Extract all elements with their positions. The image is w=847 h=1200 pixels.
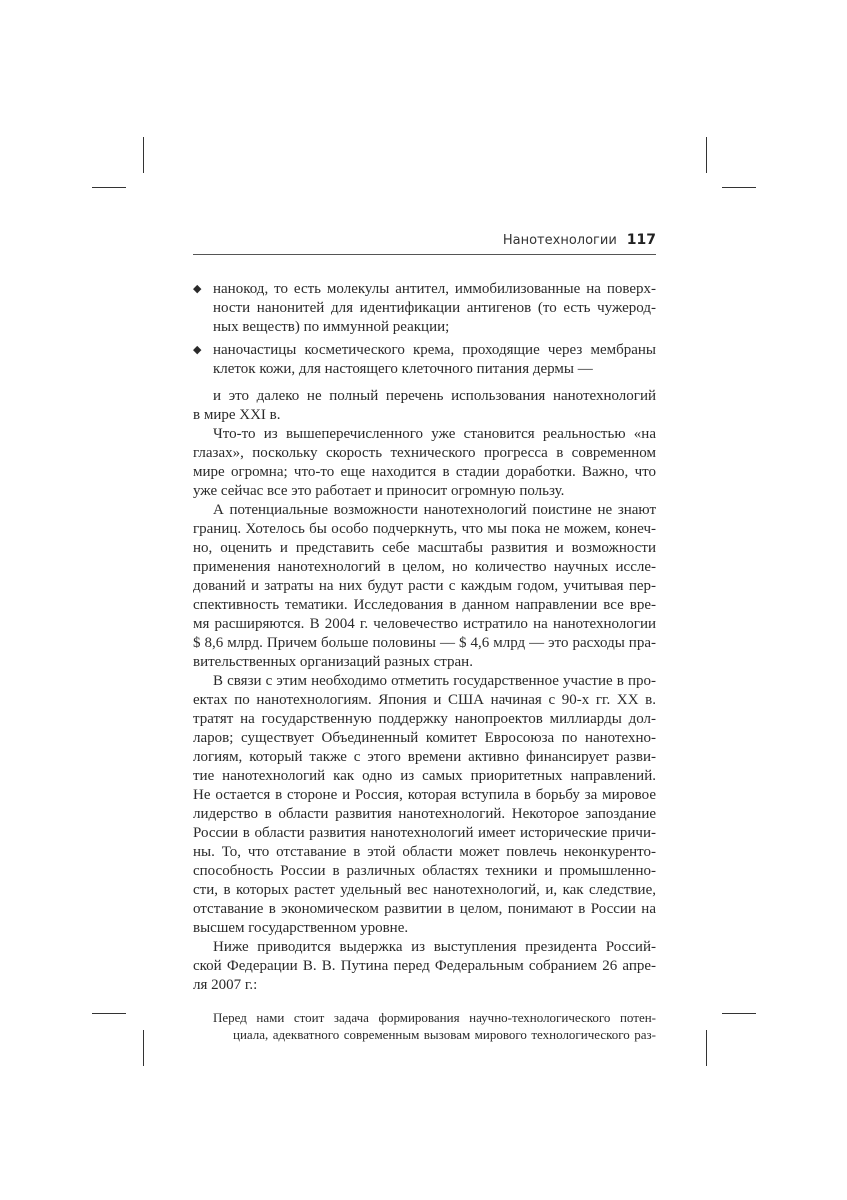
- text-line: тие нанотехнологий как одно из самых приоритетных направлений.: [193, 768, 656, 784]
- text-line: применения нанотехнологий в целом, но количество научных иссле-: [193, 559, 656, 575]
- text-line: Ниже приводится выдержка из выступления президента Россий-: [213, 939, 656, 955]
- running-header-title: Нанотехнологии: [502, 233, 617, 248]
- list-item: [193, 341, 656, 379]
- crop-mark: [92, 187, 126, 188]
- crop-mark: [92, 1013, 126, 1014]
- text-line: сти, в которых растет удельный вес нанотехнологий, и, как следствие,: [193, 882, 656, 898]
- text-line: спективность тематики. Исследования в данном направлении все вре-: [193, 597, 656, 613]
- text-line: мя расширяются. В 2004 г. человечество истратило на нанотехнологии: [193, 616, 656, 632]
- text-line: ны. То, что отставание в этой области может повлечь неконкуренто-: [193, 844, 656, 860]
- text-line: отставание в экономическом развитии в целом, понимают в России на: [193, 901, 656, 917]
- list-item: [193, 280, 656, 337]
- text-line: способность России в различных областях техники и промышленно-: [193, 863, 656, 879]
- paragraph: [193, 425, 656, 501]
- paragraphs: [193, 387, 656, 995]
- text-line: ларов; существует Объединенный комитет Евросоюза по нанотехно-: [193, 730, 656, 746]
- text-line: нанокод, то есть молекулы антител, иммобилизованные на поверх-: [213, 281, 656, 297]
- quote-line: Перед нами стоит задача формирования научно-технологического потен-: [213, 1010, 656, 1025]
- block-quote: [193, 1009, 656, 1043]
- text-line: логиям, который также с этого времени активно финансирует разви-: [193, 749, 656, 765]
- paragraph: [193, 387, 656, 425]
- text-line: дований и затраты на них будут расти с каждым годом, учитывая пер-: [193, 578, 656, 594]
- running-header: [193, 232, 656, 255]
- diamond-bullet-icon: ◆: [193, 344, 202, 356]
- text-line: границ. Хотелось бы особо подчеркнуть, что мы пока не можем, конеч-: [193, 521, 656, 537]
- crop-mark: [706, 137, 707, 173]
- text-line: высшем государственном уровне.: [193, 920, 409, 936]
- text-line: глазах», поскольку скорость технического прогресса в современном: [193, 445, 656, 461]
- paragraph: [193, 672, 656, 938]
- bullet-list: [193, 280, 656, 379]
- text-line: ности нанонитей для идентификации антигенов (то есть чужерод-: [213, 300, 656, 316]
- crop-mark: [143, 1030, 144, 1066]
- text-line: в мире XXI в.: [193, 407, 281, 423]
- text-line: но, оценить и представить себе масштабы развития и возможности: [193, 540, 656, 556]
- text-line: тратят на государственную поддержку нанопроектов миллиарды дол-: [193, 711, 656, 727]
- text-line: А потенциальные возможности нанотехнологий поистине не знают: [213, 502, 656, 518]
- text-line: России в области развития нанотехнологий имеет исторические причи-: [193, 825, 656, 841]
- text-line: $ 8,6 млрд. Причем больше половины — $ 4,6 млрд — это расходы пра-: [193, 635, 656, 651]
- text-line: и это далеко не полный перечень использования нанотехнологий: [213, 388, 656, 404]
- text-line: ля 2007 г.:: [193, 977, 258, 993]
- text-line: В связи с этим необходимо отметить государственное участие в про-: [213, 673, 656, 689]
- paragraph: [193, 938, 656, 995]
- text-line: ской Федерации В. В. Путина перед Федеральным собранием 26 апре-: [193, 958, 656, 974]
- text-line: наночастицы косметического крема, проходящие через мембраны: [213, 342, 656, 358]
- text-line: ных веществ) по иммунной реакции;: [213, 319, 450, 335]
- crop-mark: [722, 1013, 756, 1014]
- text-line: вительственных организаций разных стран.: [193, 654, 473, 670]
- crop-mark: [722, 187, 756, 188]
- text-line: уже сейчас все это работает и приносит огромную пользу.: [193, 483, 565, 499]
- page-body: [193, 280, 656, 1043]
- text-line: клеток кожи, для настоящего клеточного питания дермы —: [213, 361, 593, 377]
- text-line: Что-то из вышеперечисленного уже становится реальностью «на: [213, 426, 656, 442]
- paragraph: [193, 501, 656, 672]
- crop-mark: [706, 1030, 707, 1066]
- text-line: ектах по нанотехнологиям. Япония и США начиная с 90-х гг. XX в.: [193, 692, 656, 708]
- diamond-bullet-icon: ◆: [193, 283, 202, 295]
- text-line: лидерство в области развития нанотехнологий. Некоторое запоздание: [193, 806, 656, 822]
- quote-line: циала, адекватного современным вызовам мирового технологического раз-: [233, 1027, 656, 1042]
- text-line: мире огромна; что-то еще находится в стадии доработки. Важно, что: [193, 464, 656, 480]
- crop-mark: [143, 137, 144, 173]
- page-number: 117: [626, 232, 656, 248]
- text-line: Не остается в стороне и Россия, которая вступила в борьбу за мировое: [193, 787, 656, 803]
